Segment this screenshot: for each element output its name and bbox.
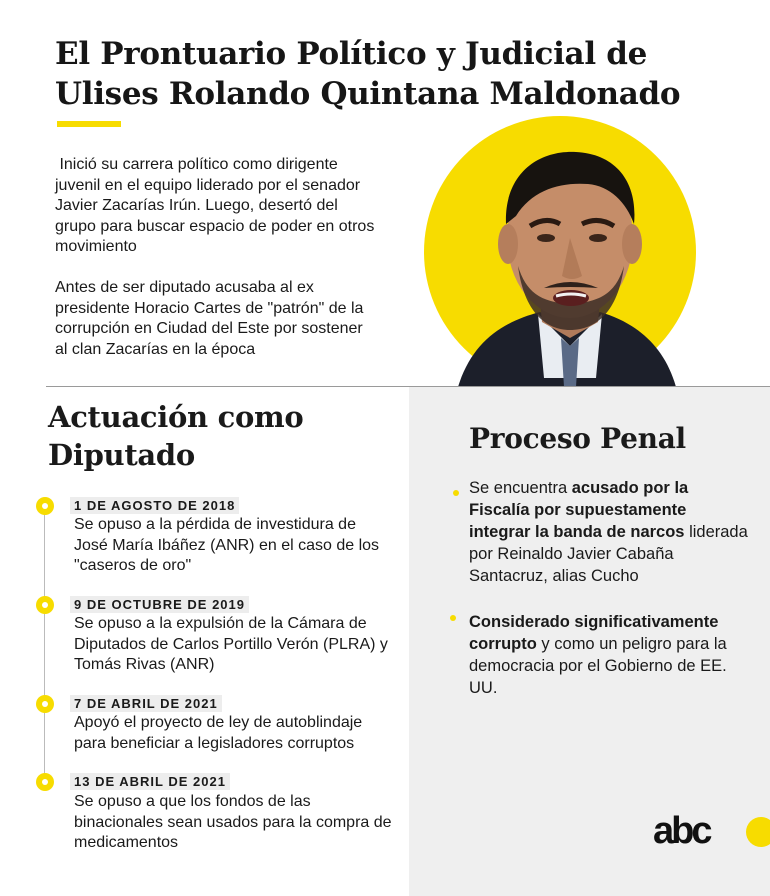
timeline-text: Apoyó el proyecto de ley de autoblindaje para beneficiar a legisladores corruptos bbox=[74, 714, 363, 752]
title-line-1: El Prontuario Político y Judicial de bbox=[55, 36, 648, 72]
abc-logo-text: abc bbox=[653, 815, 710, 849]
proceso-item-1-post: liderada por Reinaldo Javier Cabaña Santacruz, alias Cucho bbox=[469, 523, 753, 585]
portrait-photo bbox=[420, 116, 700, 387]
title-line-2: Ulises Rolando Quintana Maldonado bbox=[55, 76, 681, 112]
timeline-text: Se opuso a la pérdida de investidura de José María Ibáñez (ANR) en el caso de los "caseros de oro" bbox=[74, 516, 380, 574]
diputado-heading bbox=[48, 398, 388, 474]
intro-paragraph-2: Antes de ser diputado acusaba al ex presidente Horacio Cartes de "patrón" de la corrupción en Ciudad del Este por sostener al clan Zacarías en la época bbox=[55, 279, 364, 358]
page-title bbox=[55, 34, 681, 114]
timeline-dot bbox=[36, 596, 54, 614]
proceso-item-2 bbox=[469, 611, 749, 699]
proceso-item-1-bold: acusado por la Fiscalía por supuestamente integrar la banda de narcos bbox=[469, 479, 689, 541]
bullet-icon bbox=[450, 615, 456, 621]
proceso-item-2-post: y como un peligro para la democracia por el Gobierno de EE. UU. bbox=[469, 635, 732, 697]
diputado-heading-line-1: Actuación como bbox=[48, 400, 304, 434]
abc-logo bbox=[653, 815, 770, 849]
intro-paragraph-1: Inició su carrera político como dirigente juvenil en el equipo liderado por el senador Javier Zacarías Irún. Luego, desertó del grupo para buscar espacio de poder en otros movimiento bbox=[55, 156, 379, 256]
timeline-date: 13 DE ABRIL DE 2021 bbox=[70, 773, 230, 790]
proceso-item-1-pre: Se encuentra bbox=[469, 479, 572, 497]
timeline-text: Se opuso a que los fondos de las binacionales sean usados para la compra de medicamentos bbox=[74, 793, 392, 851]
timeline-line bbox=[44, 506, 45, 788]
timeline-text: Se opuso a la expulsión de la Cámara de Diputados de Carlos Portillo Verón (PLRA) y Tomás Rivas (ANR) bbox=[74, 615, 388, 673]
timeline-dot bbox=[36, 695, 54, 713]
timeline-date: 1 DE AGOSTO DE 2018 bbox=[70, 497, 239, 514]
timeline-dot bbox=[36, 497, 54, 515]
timeline-date: 7 DE ABRIL DE 2021 bbox=[70, 695, 222, 712]
timeline-dot bbox=[36, 773, 54, 791]
timeline-date: 9 DE OCTUBRE DE 2019 bbox=[70, 596, 249, 613]
proceso-item-1 bbox=[469, 477, 753, 587]
proceso-item-2-bold: Considerado significativamente corrupto bbox=[469, 613, 719, 653]
diputado-heading-line-2: Diputado bbox=[48, 438, 195, 472]
bullet-icon bbox=[453, 490, 459, 496]
title-accent-bar bbox=[57, 121, 121, 127]
proceso-heading: Proceso Penal bbox=[469, 422, 686, 455]
